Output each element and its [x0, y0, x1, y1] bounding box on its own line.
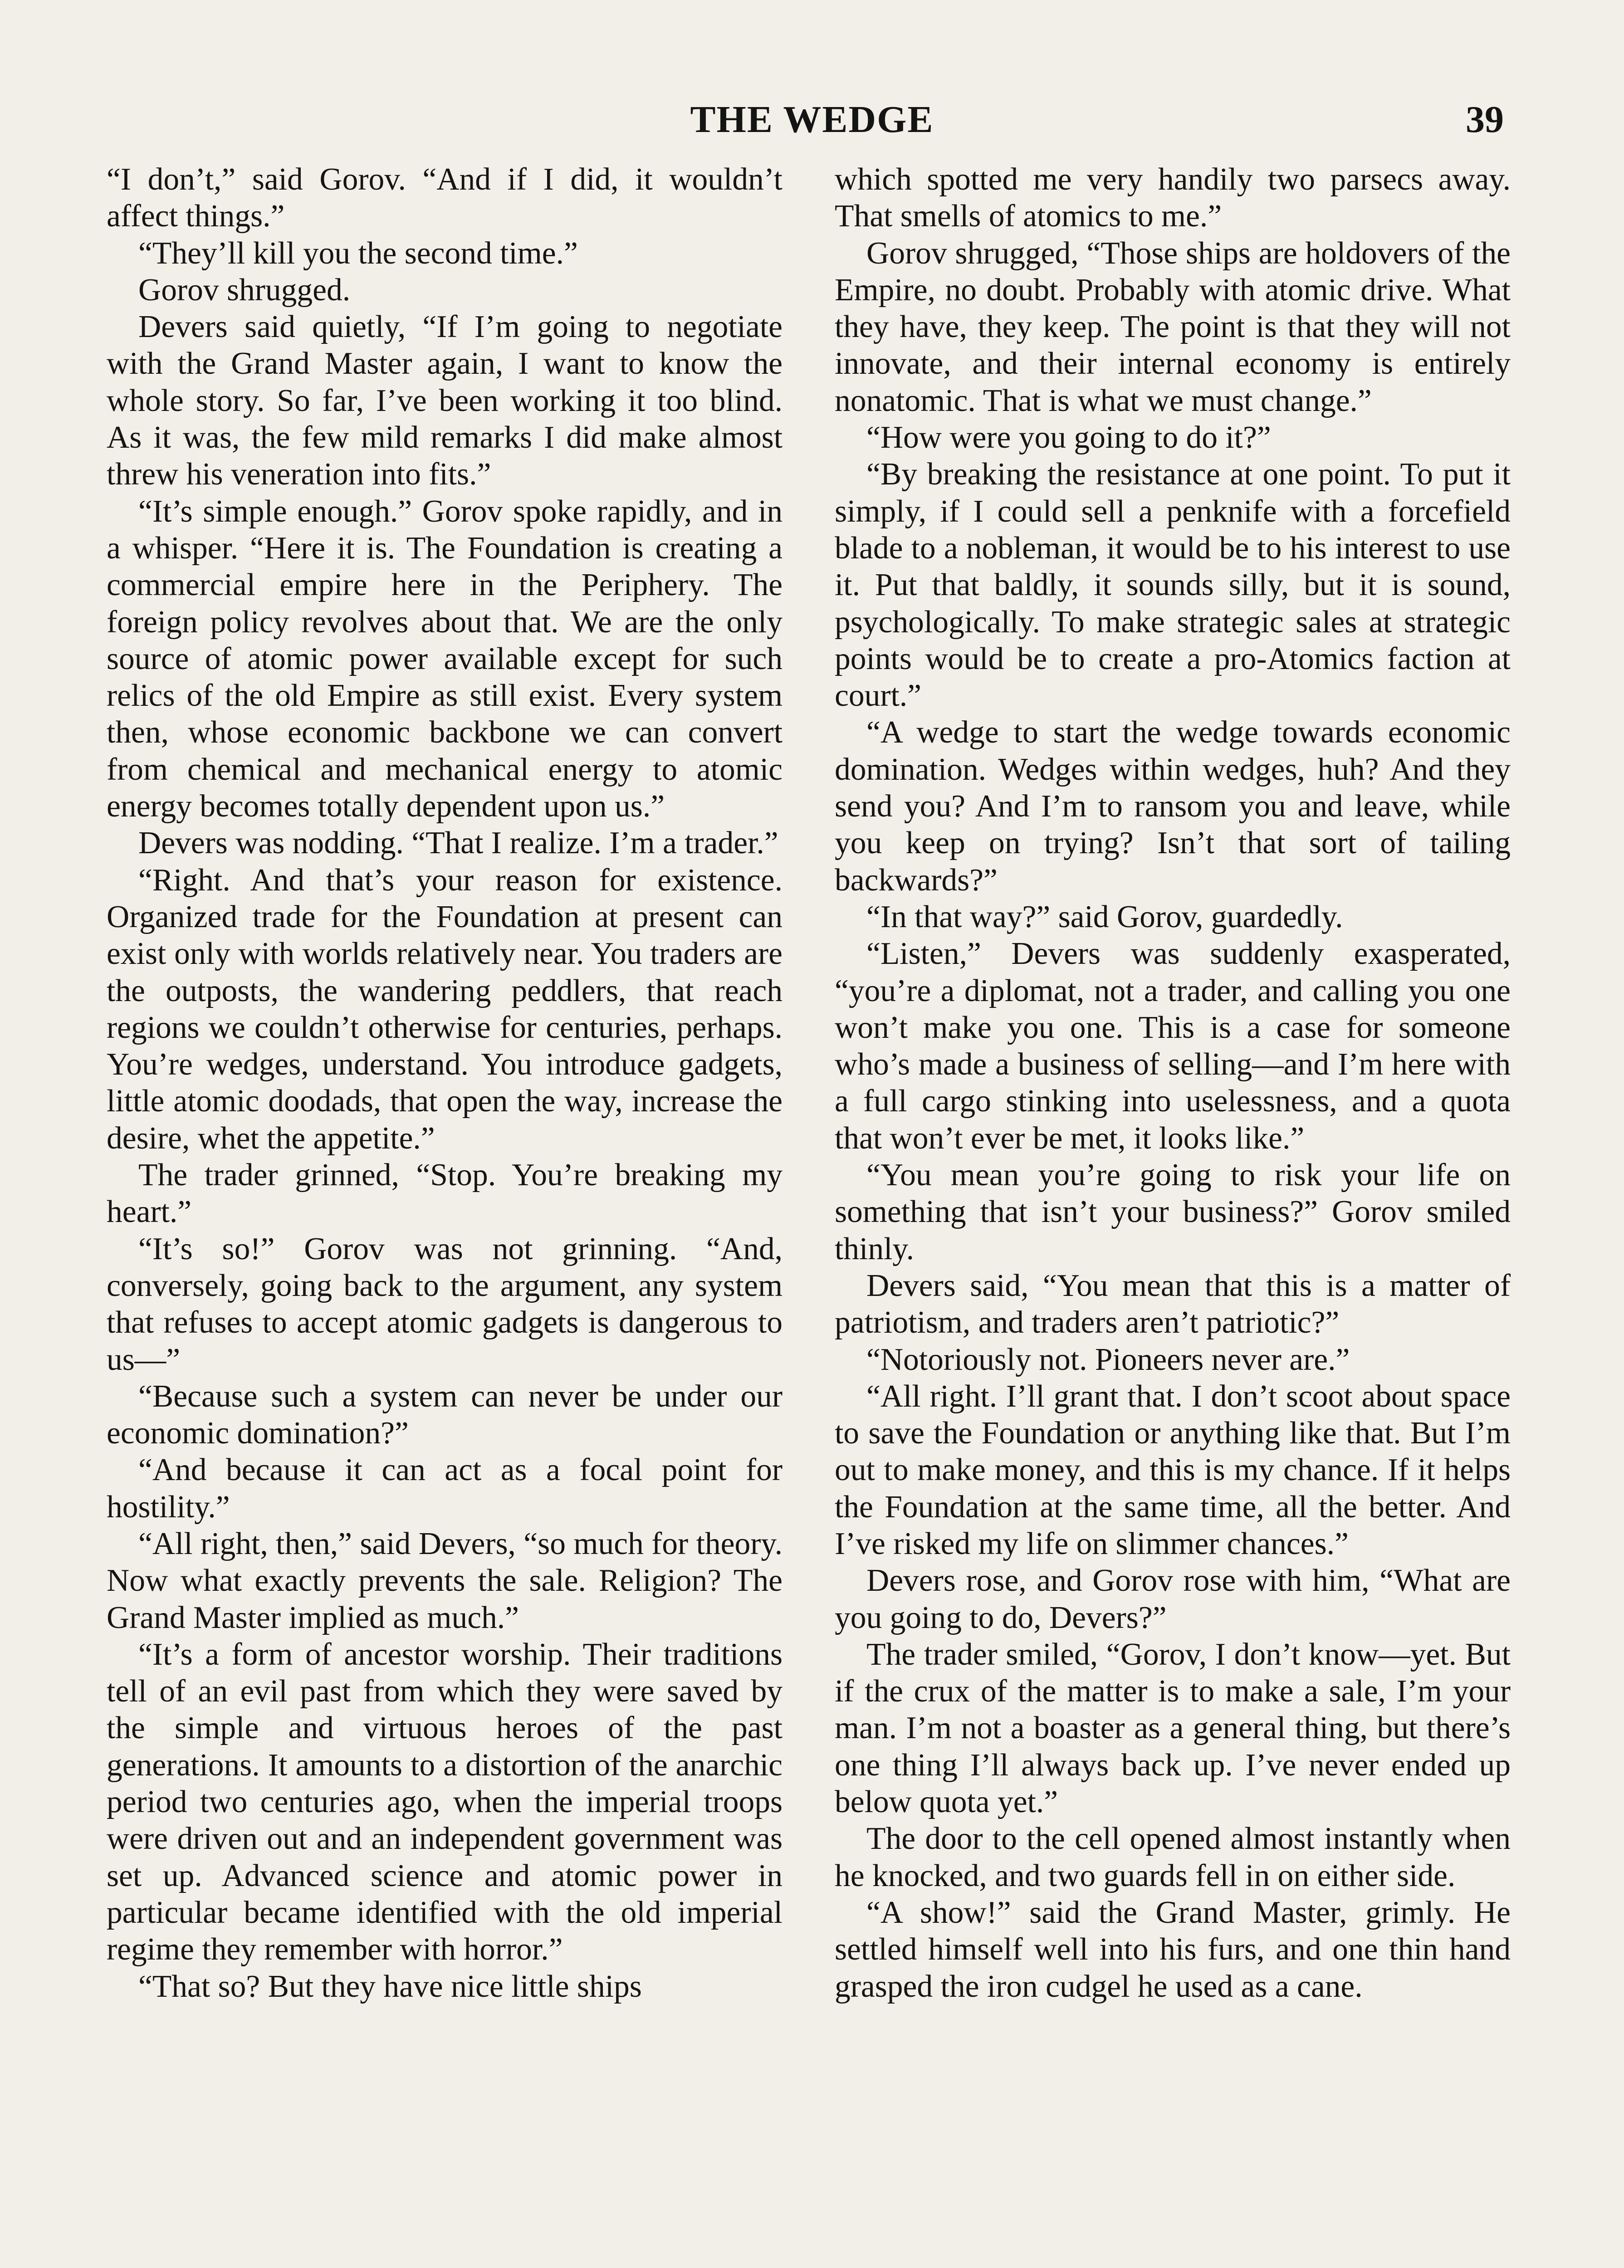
paragraph: “They’ll kill you the second time.” — [138, 235, 578, 271]
paragraph: “Right. And that’s your reason for existence. Organized trade for the Foundation at present can exist only with worlds relatively near. You traders are the outposts, the wandering peddlers, that reach regions we couldn’t otherwise for centuries, perhaps. You’re wedges, understand. You introduce gadgets, little atomic doodads, that open the way, increase the desire, whet the appetite.” — [107, 862, 783, 1156]
paragraph: Gorov shrugged. — [138, 272, 351, 308]
paragraph: “It’s a form of ancestor worship. Their traditions tell of an evil past from which they were saved by the simple and virtuous heroes of the past generations. It amounts to a distortion of the anarchic period two centuries ago, when the imperial troops were driven out and an independent government was set up. Advanced science and atomic power in particular became identified with the old imperial regime they remember with horror.” — [107, 1637, 783, 1967]
paragraph: “You mean you’re going to risk your life on something that isn’t your business?” Gorov smiled thinly. — [835, 1158, 1511, 1266]
paragraph: “It’s so!” Gorov was not grinning. “And, conversely, going back to the argument, any system that refuses to accept atomic gadgets is dangerous to us—” — [107, 1231, 783, 1377]
page-header — [0, 98, 1624, 152]
paragraph: which spotted me very handily two parsecs away. That smells of atomics to me.” — [835, 162, 1511, 234]
paragraph: “I don’t,” said Gorov. “And if I did, it wouldn’t affect things.” — [107, 162, 783, 234]
paragraph: Devers was nodding. “That I realize. I’m a trader.” — [138, 826, 778, 861]
paragraph: Devers said, “You mean that this is a matter of patriotism, and traders aren’t patriotic?” — [835, 1268, 1511, 1340]
paragraph: “How were you going to do it?” — [866, 420, 1271, 455]
paragraph: “By breaking the resistance at one point. To put it simply, if I could sell a penknife with a forcefield blade to a nobleman, it would be to his interest to use it. Put that baldly, it sounds silly, but it is sound, psychologically. To make strategic sales at strategic points would be to create a pro-Atomics faction at court.” — [835, 457, 1511, 714]
running-title: THE WEDGE — [690, 98, 934, 141]
paragraph: “It’s simple enough.” Gorov spoke rapidly, and in a whisper. “Here it is. The Foundation is creating a commercial empire here in the Periphery. The foreign policy revolves about that. We are the only source of atomic power available except for such relics of the old Empire as still exist. Every system then, whose economic backbone we can convert from chemical and mechanical energy to atomic energy becomes totally dependent upon us.” — [107, 494, 783, 824]
paragraph: “Because such a system can never be under our economic domination?” — [107, 1378, 783, 1451]
page-number: 39 — [1466, 98, 1504, 141]
paragraph: “And because it can act as a focal point for hostility.” — [107, 1452, 783, 1525]
paragraph: The door to the cell opened almost instantly when he knocked, and two guards fell in on either side. — [835, 1821, 1511, 1893]
paragraph: “In that way?” said Gorov, guardedly. — [866, 899, 1343, 934]
left-column — [107, 161, 783, 2005]
paragraph: “All right. I’ll grant that. I don’t scoot about space to save the Foundation or anything like that. But I’m out to make money, and this is my chance. If it helps the Foundation at the same time, all the better. And I’ve risked my life on slimmer chances.” — [835, 1378, 1511, 1561]
paragraph: Devers rose, and Gorov rose with him, “What are you going to do, Devers?” — [835, 1563, 1511, 1635]
paragraph: “All right, then,” said Devers, “so much for theory. Now what exactly prevents the sale. Religion? The Grand Master implied as much.” — [107, 1526, 783, 1635]
paragraph: “That so? But they have nice little ships — [138, 1969, 642, 2004]
paragraph: The trader smiled, “Gorov, I don’t know—yet. But if the crux of the matter is to make a sale, I’m your man. I’m not a boaster as a general thing, but there’s one thing I’ll always back up. I’ve never ended up below quota yet.” — [835, 1637, 1511, 1820]
paragraph: Devers said quietly, “If I’m going to negotiate with the Grand Master again, I want to know the whole story. So far, I’ve been working it too blind. As it was, the few mild remarks I did make almost threw his veneration into fits.” — [107, 309, 783, 492]
paragraph: “A show!” said the Grand Master, grimly. He settled himself well into his furs, and one thin hand grasped the iron cudgel he used as a cane. — [835, 1895, 1511, 2004]
paragraph: “A wedge to start the wedge towards economic domination. Wedges within wedges, huh? And they send you? And I’m to ransom you and leave, while you keep on trying? Isn’t that sort of tailing backwards?” — [835, 715, 1511, 898]
paragraph: “Notoriously not. Pioneers never are.” — [866, 1342, 1350, 1377]
paragraph: Gorov shrugged, “Those ships are holdovers of the Empire, no doubt. Probably with atomic drive. What they have, they keep. The point is that they will not innovate, and their internal economy is entirely nonatomic. That is what we must change.” — [835, 235, 1511, 418]
right-column — [835, 161, 1511, 2005]
paragraph: “Listen,” Devers was suddenly exasperated, “you’re a diplomat, not a trader, and calling you one won’t make you one. This is a case for someone who’s made a business of selling—and I’m here with a full cargo stinking into uselessness, and a quota that won’t ever be met, it looks like.” — [835, 936, 1511, 1156]
paragraph: The trader grinned, “Stop. You’re breaking my heart.” — [107, 1158, 783, 1230]
